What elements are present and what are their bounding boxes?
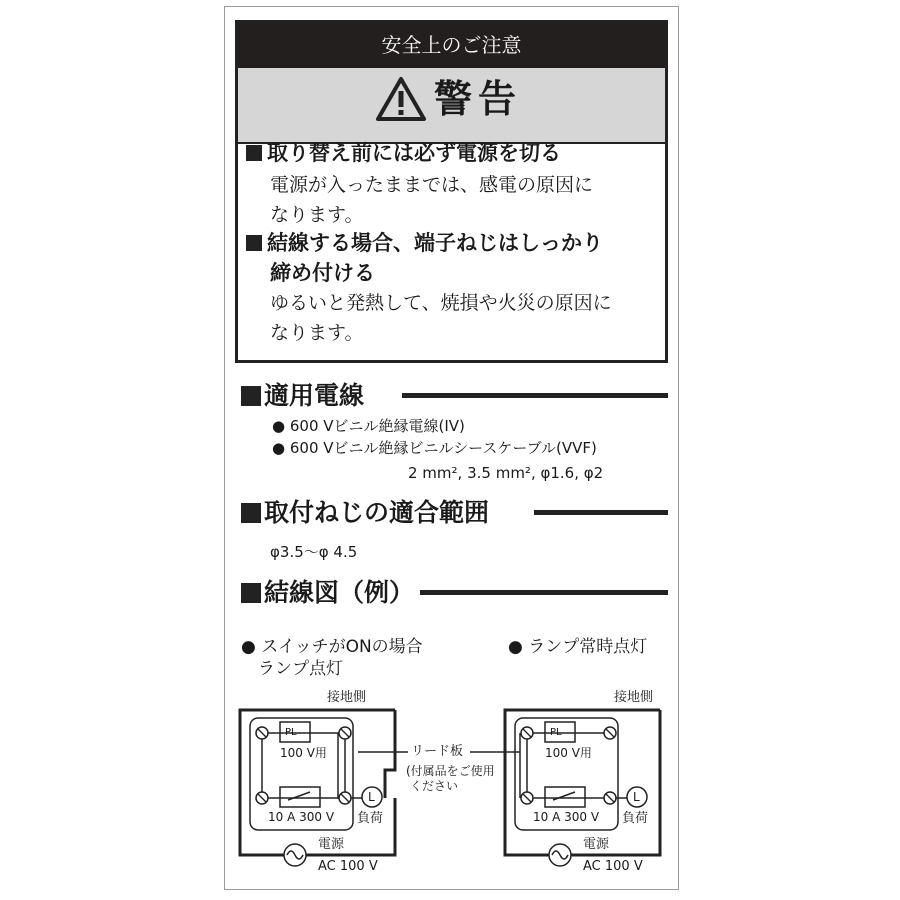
- wire-item-1: ● 600 Vビニル絶縁電線(IV): [272, 417, 465, 435]
- case2-caption: ● ランプ常時点灯: [508, 637, 648, 657]
- pl-rating-left: 100 V用: [280, 746, 327, 760]
- load-symbol-right: L: [633, 790, 640, 804]
- case1-caption-1: ● スイッチがONの場合: [241, 637, 423, 657]
- lead-plate-note-1: (付属品をご使用: [406, 764, 495, 778]
- warning-1-title: 取り替え前には必ず電源を切る: [246, 138, 561, 168]
- switch-rating-left: 10 A 300 V: [268, 810, 335, 824]
- load-symbol-left: L: [368, 790, 375, 804]
- lead-plate-label: リード板: [411, 744, 464, 759]
- ground-label-left: 接地側: [327, 690, 367, 705]
- wires-section-title: 適用電線: [241, 381, 364, 411]
- warning-1-body-2: なります。: [270, 204, 364, 226]
- ac-label-right: AC 100 V: [583, 859, 643, 874]
- ground-label-right: 接地側: [614, 690, 654, 705]
- power-label-left: 電源: [318, 837, 345, 852]
- power-label-right: 電源: [583, 837, 610, 852]
- ac-label-left: AC 100 V: [318, 859, 378, 874]
- warning-2-title-2: 締め付ける: [270, 261, 375, 285]
- warning-2-title-1: 結線する場合、端子ねじはしっかり: [246, 228, 603, 258]
- pl-rating-right: 100 V用: [545, 746, 592, 760]
- lead-plate-note-2: ください: [410, 779, 459, 793]
- screws-section-title: 取付ねじの適合範囲: [241, 498, 489, 528]
- safety-header: 安全上のご注意: [238, 23, 665, 68]
- screw-range: φ3.5〜φ 4.5: [270, 543, 358, 561]
- case1-caption-2: ランプ点灯: [258, 659, 343, 679]
- diagram-section-title: 結線図（例）: [241, 578, 414, 608]
- switch-rating-right: 10 A 300 V: [533, 810, 600, 824]
- pl-symbol-left: PL: [285, 727, 297, 738]
- wire-sizes: 2 mm², 3.5 mm², φ1.6, φ2: [408, 464, 604, 482]
- warning-label: 警告: [434, 77, 523, 121]
- warning-1-body-1: 電源が入ったままでは、感電の原因に: [270, 174, 594, 196]
- load-label-left: 負荷: [357, 811, 384, 826]
- pl-symbol-right: PL: [550, 727, 562, 738]
- warning-2-body-2: なります。: [270, 322, 364, 344]
- warning-2-body-1: ゆるいと発熱して、焼損や火災の原因に: [270, 292, 612, 314]
- load-label-right: 負荷: [622, 811, 649, 826]
- wire-item-2: ● 600 Vビニル絶縁ビニルシースケーブル(VVF): [272, 439, 597, 457]
